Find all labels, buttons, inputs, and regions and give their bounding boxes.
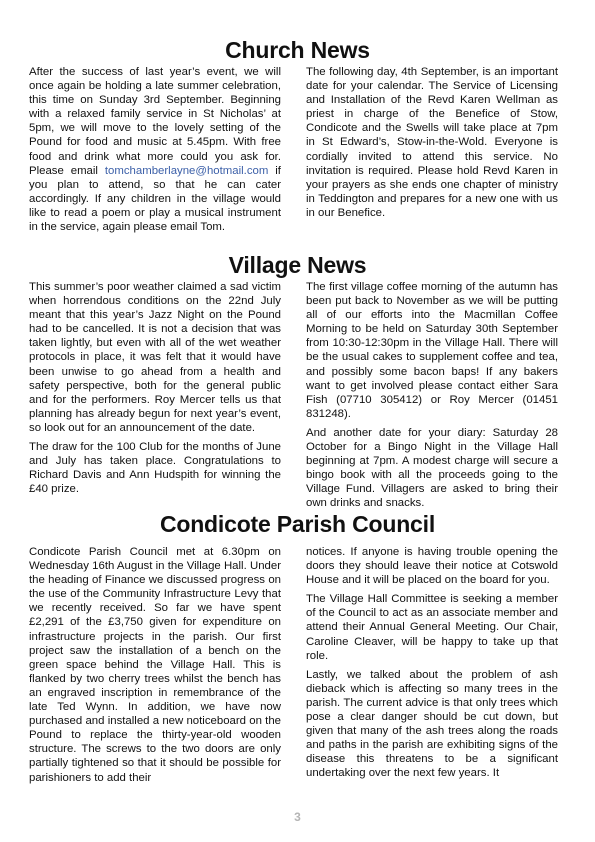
village-news-right-paragraph-1: The first village coffee morning of the autumn has been put back to November as we will be putting all of our efforts into the Macmillan Coffee Morning to be held on Saturday 30th September from 10:30-12:30pm in the Village Hall. There will be the usual cakes to supplement coffee and tea, and possibly some bacon baps! If any bakers want to get involved please contact either Sara Fish (07710 305412) or Roy Mercer (01451 831248).	[306, 281, 558, 420]
village-news-right-paragraph-2: And another date for your diary: Saturday 28 October for a Bingo Night in the Village Hall beginning at 7pm. A modest charge will secure a bingo book with all the proceeds going to the Village Fund. Villagers are asked to bring their own drinks and snacks.	[306, 426, 558, 510]
village-news-right-column	[306, 280, 558, 516]
church-news-heading: Church News	[225, 37, 370, 63]
parish-council-right-paragraph-2: The Village Hall Committee is seeking a member of the Council to act as an associate member and attend their Annual General Meeting. Our Chair, Caroline Cleaver, will be happy to take up that role.	[306, 593, 558, 662]
email-link[interactable]: tomchamberlayne@hotmail.com	[104, 164, 269, 177]
village-news-left-column	[29, 280, 281, 501]
church-news-right-paragraph: The following day, 4th September, is an important date for your calendar. The Service of Licensing and Installation of the Revd Karen Wellman as priest in charge of the Benefice of Stow, Condicote and the Swells will take place at 7pm in St Edward’s, Stow-in-the-Wold. Everyone is cordially invited to attend this service. No invitation is required. Please hold Revd Karen in your prayers as she ends one chapter of ministry in Teddington and prepares for a new one with us in our Benefice.	[306, 66, 558, 219]
parish-council-heading: Condicote Parish Council	[159, 511, 436, 537]
parish-council-left-column	[29, 545, 281, 790]
parish-council-left-paragraph: Condicote Parish Council met at 6.30pm on Wednesday 16th August in the Village Hall. Under the heading of Finance we discussed progress on the use of the Community Infrastructure Levy that we recently received. So far we have spent £2,291 of the £3,750 given for expenditure on infrastructure projects in the parish. Our first project saw the installation of a bench on the green space behind the Village Hall. This is flanked by two cherry trees whilst the bench has an engraved inscription in remembrance of the late Ted Wynn. In addition, we have now purchased and installed a new noticeboard on the Pound to replace the thirty-year-old wooden structure. The screws to the two doors are only partially tightened so that it should be possible for parishioners to add their	[29, 546, 281, 784]
village-news-left-paragraph-1: This summer’s poor weather claimed a sad victim when horrendous conditions on the 22nd July meant that this year’s Jazz Night on the Pound had to be cancelled. It is not a decision that was taken lightly, but even with all of the wet weather protocols in place, it was felt that it would have been unwise to go ahead from a health and safety perspective, both for the general public and for the performers. Roy Mercer tells us that planning has already begun for next year’s event, so look out for an announcement of the date.	[29, 281, 281, 434]
parish-council-right-column	[306, 545, 558, 786]
church-news-left-paragraph: After the success of last year’s event, we will once again be holding a late summer celebration, this time on Sunday 3rd September. Beginning with a relaxed family service in St Nicholas’ at 5pm, we will move to the lovely setting of the Pound for food and music at 5.45pm. With free food and drink what more could you ask for. Please email tomchamberlayne@hotmail.com if you plan to attend, so that he can cater accordingly. If any children in the village would like to read a poem or play a musical instrument in the service, again please email Tom.	[29, 66, 281, 234]
village-news-heading: Village News	[228, 252, 367, 278]
church-news-right-column	[306, 65, 558, 225]
parish-council-right-paragraph-3: Lastly, we talked about the problem of ash dieback which is affecting so many trees in the parish. The current advice is that only trees which pose a clear danger should be cut down, but given that many of the ash trees along the roads and paths in the parish are exhibiting signs of the disease this threatens to be a significant undertaking over the next few years. It	[306, 668, 558, 780]
parish-council-right-paragraph-1: notices. If anyone is having trouble opening the doors they should leave their notice at Cotswold House and it will be placed on the board for you.	[306, 546, 558, 587]
village-news-left-paragraph-2: The draw for the 100 Club for the months of June and July has taken place. Congratulations to Richard Davis and Ann Hudspith for winning the £40 prize.	[29, 441, 281, 496]
church-news-left-column	[29, 65, 281, 239]
page-number: 3	[294, 810, 301, 824]
